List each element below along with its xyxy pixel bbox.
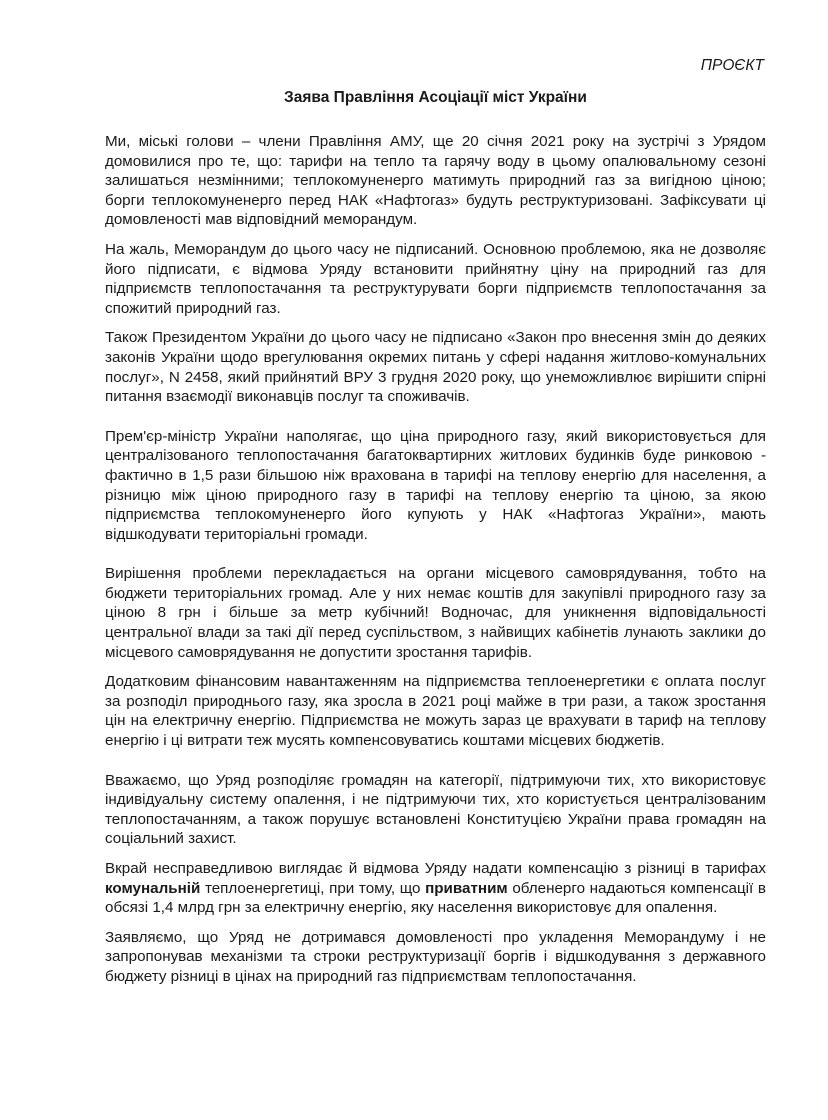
draft-label: ПРОЄКТ bbox=[700, 57, 764, 74]
document-title: Заява Правління Асоціації міст України bbox=[284, 89, 587, 106]
paragraph-8-text-3: обленерго надаються компенсації в обсязі 1,4 млрд грн за електричну енергію, яку населення використовує для опалення. bbox=[105, 879, 766, 917]
paragraph-8-bold-communal: комунальній bbox=[105, 879, 201, 897]
paragraph-1: Ми, міські голови – члени Правління АМУ, ще 20 січня 2021 року на зустрічі з Урядом домовилися про те, що: тарифи на тепло та гарячу воду в цьому опалювальному сезоні залишаться незмінними; теплокомуненерго матимуть природний газ за вигідною ціною; борги теплокомуненерго перед НАК «Нафтогаз» будуть реструктуризовані. Зафіксувати ці домовленості мав відповідний меморандум. bbox=[105, 133, 766, 229]
paragraph-6: Додатковим фінансовим навантаженням на підприємства теплоенергетики є оплата послуг за розподіл природнього газу, яка зросла в 2021 році майже в три рази, а також зростання цін на електричну енергію. Підприємства не можуть зараз це врахувати в тариф на теплову енергію і ці витрати теж мусять компенсовуватись коштами місцевих бюджетів. bbox=[105, 673, 766, 750]
paragraph-9: Заявляємо, що Уряд не дотримався домовленості про укладення Меморандуму і не запропонував механізми та строки реструктуризації боргів і відшкодування з державного бюджету різниці в цінах на природний газ підприємствам теплопостачання. bbox=[105, 928, 766, 985]
paragraph-5: Вирішення проблеми перекладається на органи місцевого самоврядування, тобто на бюджети територіальних громад. Але у них немає коштів для закупівлі природного газу за ціною 8 грн і більше за метр кубічний! Водночас, для уникнення відповідальності центральної влади за такі дії перед суспільством, з найвищих кабінетів лунають заклики до місцевого самоврядування не допустити зростання тарифів. bbox=[105, 565, 766, 661]
paragraph-8-text-2: теплоенергетиці, при тому, що bbox=[200, 879, 426, 897]
paragraph-8 bbox=[105, 859, 766, 918]
paragraph-3: Також Президентом України до цього часу не підписано «Закон про внесення змін до деяких законів України щодо врегулювання окремих питань у сфері надання житлово-комунальних послуг», N 2458, який прийнятий ВРУ 3 грудня 2020 року, що унеможливлює вирішити спірні питання взаємодії виконавців послуг та споживачів. bbox=[105, 329, 766, 406]
paragraph-8-text-1: Вкрай несправедливою виглядає й відмова Уряду надати компенсацію з різниці в тарифах bbox=[105, 860, 766, 877]
paragraph-4: Прем'єр-міністр України наполягає, що ціна природного газу, який використовується для централізованого теплопостачання багатоквартирних житлових будинків буде ринковою - фактично в 1,5 рази більшою ніж врахована в тарифі на теплову енергію для населення, а різницю між ціною природного газу в тарифі на теплову енергію та ціною, за якою підприємства теплокомуненерго його купують у НАК «Нафтогаз України», мають відшкодувати територіальні громади. bbox=[105, 427, 766, 543]
paragraph-7: Вважаємо, що Уряд розподіляє громадян на категорії, підтримуючи тих, хто використовує індивідуальну систему опалення, і не підтримуючи тих, хто користується централізованим теплопостачанням, а також порушує встановлені Конституцією України права громадян на соціальний захист. bbox=[105, 771, 766, 848]
paragraph-8-bold-private: приватним bbox=[425, 879, 508, 897]
paragraph-2: На жаль, Меморандум до цього часу не підписаний. Основною проблемою, яка не дозволяє його підписати, є відмова Уряду встановити прийнятну ціну на природний газ для підприємств теплопостачання та реструктурувати борги підприємств теплопостачання за спожитий природний газ. bbox=[105, 240, 766, 317]
